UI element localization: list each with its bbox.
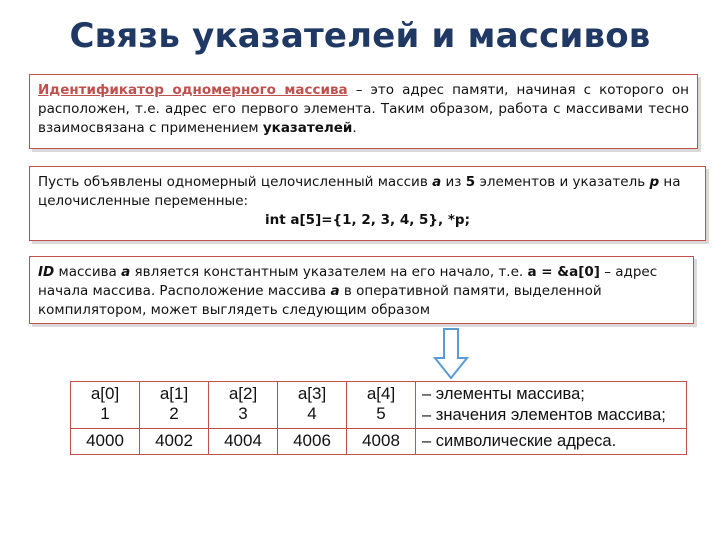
- id-text-d: в оперативной памяти, выделенной компилятором, может выглядеть следующим образом: [38, 283, 602, 318]
- id-expression: a = &a[0]: [527, 264, 600, 280]
- declaration-text-b: из: [441, 174, 466, 190]
- declaration-var-p: p: [649, 174, 660, 190]
- declaration-text-a: Пусть объявлены одномерный целочисленный массив: [38, 174, 433, 190]
- declaration-text-d: на целочисленные переменные:: [38, 174, 681, 209]
- id-text-c: – адрес начала массива. Расположение массива: [38, 264, 658, 299]
- definition-box: [29, 74, 698, 149]
- declaration-var-a: a: [432, 174, 442, 190]
- legend-cell: – символические адреса.: [416, 429, 687, 455]
- address-cell: 4008: [347, 429, 416, 455]
- table-row: [71, 382, 687, 429]
- id-label: ID: [38, 264, 55, 280]
- code-line: int a[5]={1, 2, 3, 4, 5}, *p;: [265, 212, 470, 228]
- declaration-box: [29, 166, 706, 241]
- slide-title: Связь указателей и массивов: [69, 16, 651, 56]
- table-cell: a[1] 2: [140, 382, 209, 429]
- definition-bold-word: указателей: [262, 120, 353, 136]
- id-text-b: является константным указателем на его начало, т.е.: [130, 264, 528, 280]
- id-text-a: массива: [54, 264, 122, 280]
- definition-end: .: [352, 120, 357, 136]
- table-cell: a[0] 1: [71, 382, 140, 429]
- definition-term: Идентификатор одномерного массива: [38, 82, 348, 98]
- definition-text: – это адрес памяти, начиная с которого он расположен, т.е. адрес его первого элемента. Таким образом, работа с массивами тесно взаимосвязана с применением: [38, 82, 689, 136]
- table-cell: a[2] 3: [209, 382, 278, 429]
- declaration-count: 5: [465, 174, 476, 190]
- address-cell: 4002: [140, 429, 209, 455]
- table-cell: a[3] 4: [278, 382, 347, 429]
- id-var-a2: a: [330, 283, 340, 299]
- address-cell: 4006: [278, 429, 347, 455]
- declaration-text-c: элементов и указатель: [475, 174, 650, 190]
- address-cell: 4000: [71, 429, 140, 455]
- table-cell: a[4] 5: [347, 382, 416, 429]
- table-row: [71, 429, 687, 455]
- declaration-code: [38, 211, 697, 230]
- address-cell: 4004: [209, 429, 278, 455]
- memory-table: [70, 381, 687, 455]
- down-arrow-icon: [433, 328, 469, 380]
- legend-cell: – элементы массива; – значения элементов массива;: [416, 382, 687, 429]
- id-explanation-box: [29, 256, 694, 324]
- id-var-a: a: [121, 264, 131, 280]
